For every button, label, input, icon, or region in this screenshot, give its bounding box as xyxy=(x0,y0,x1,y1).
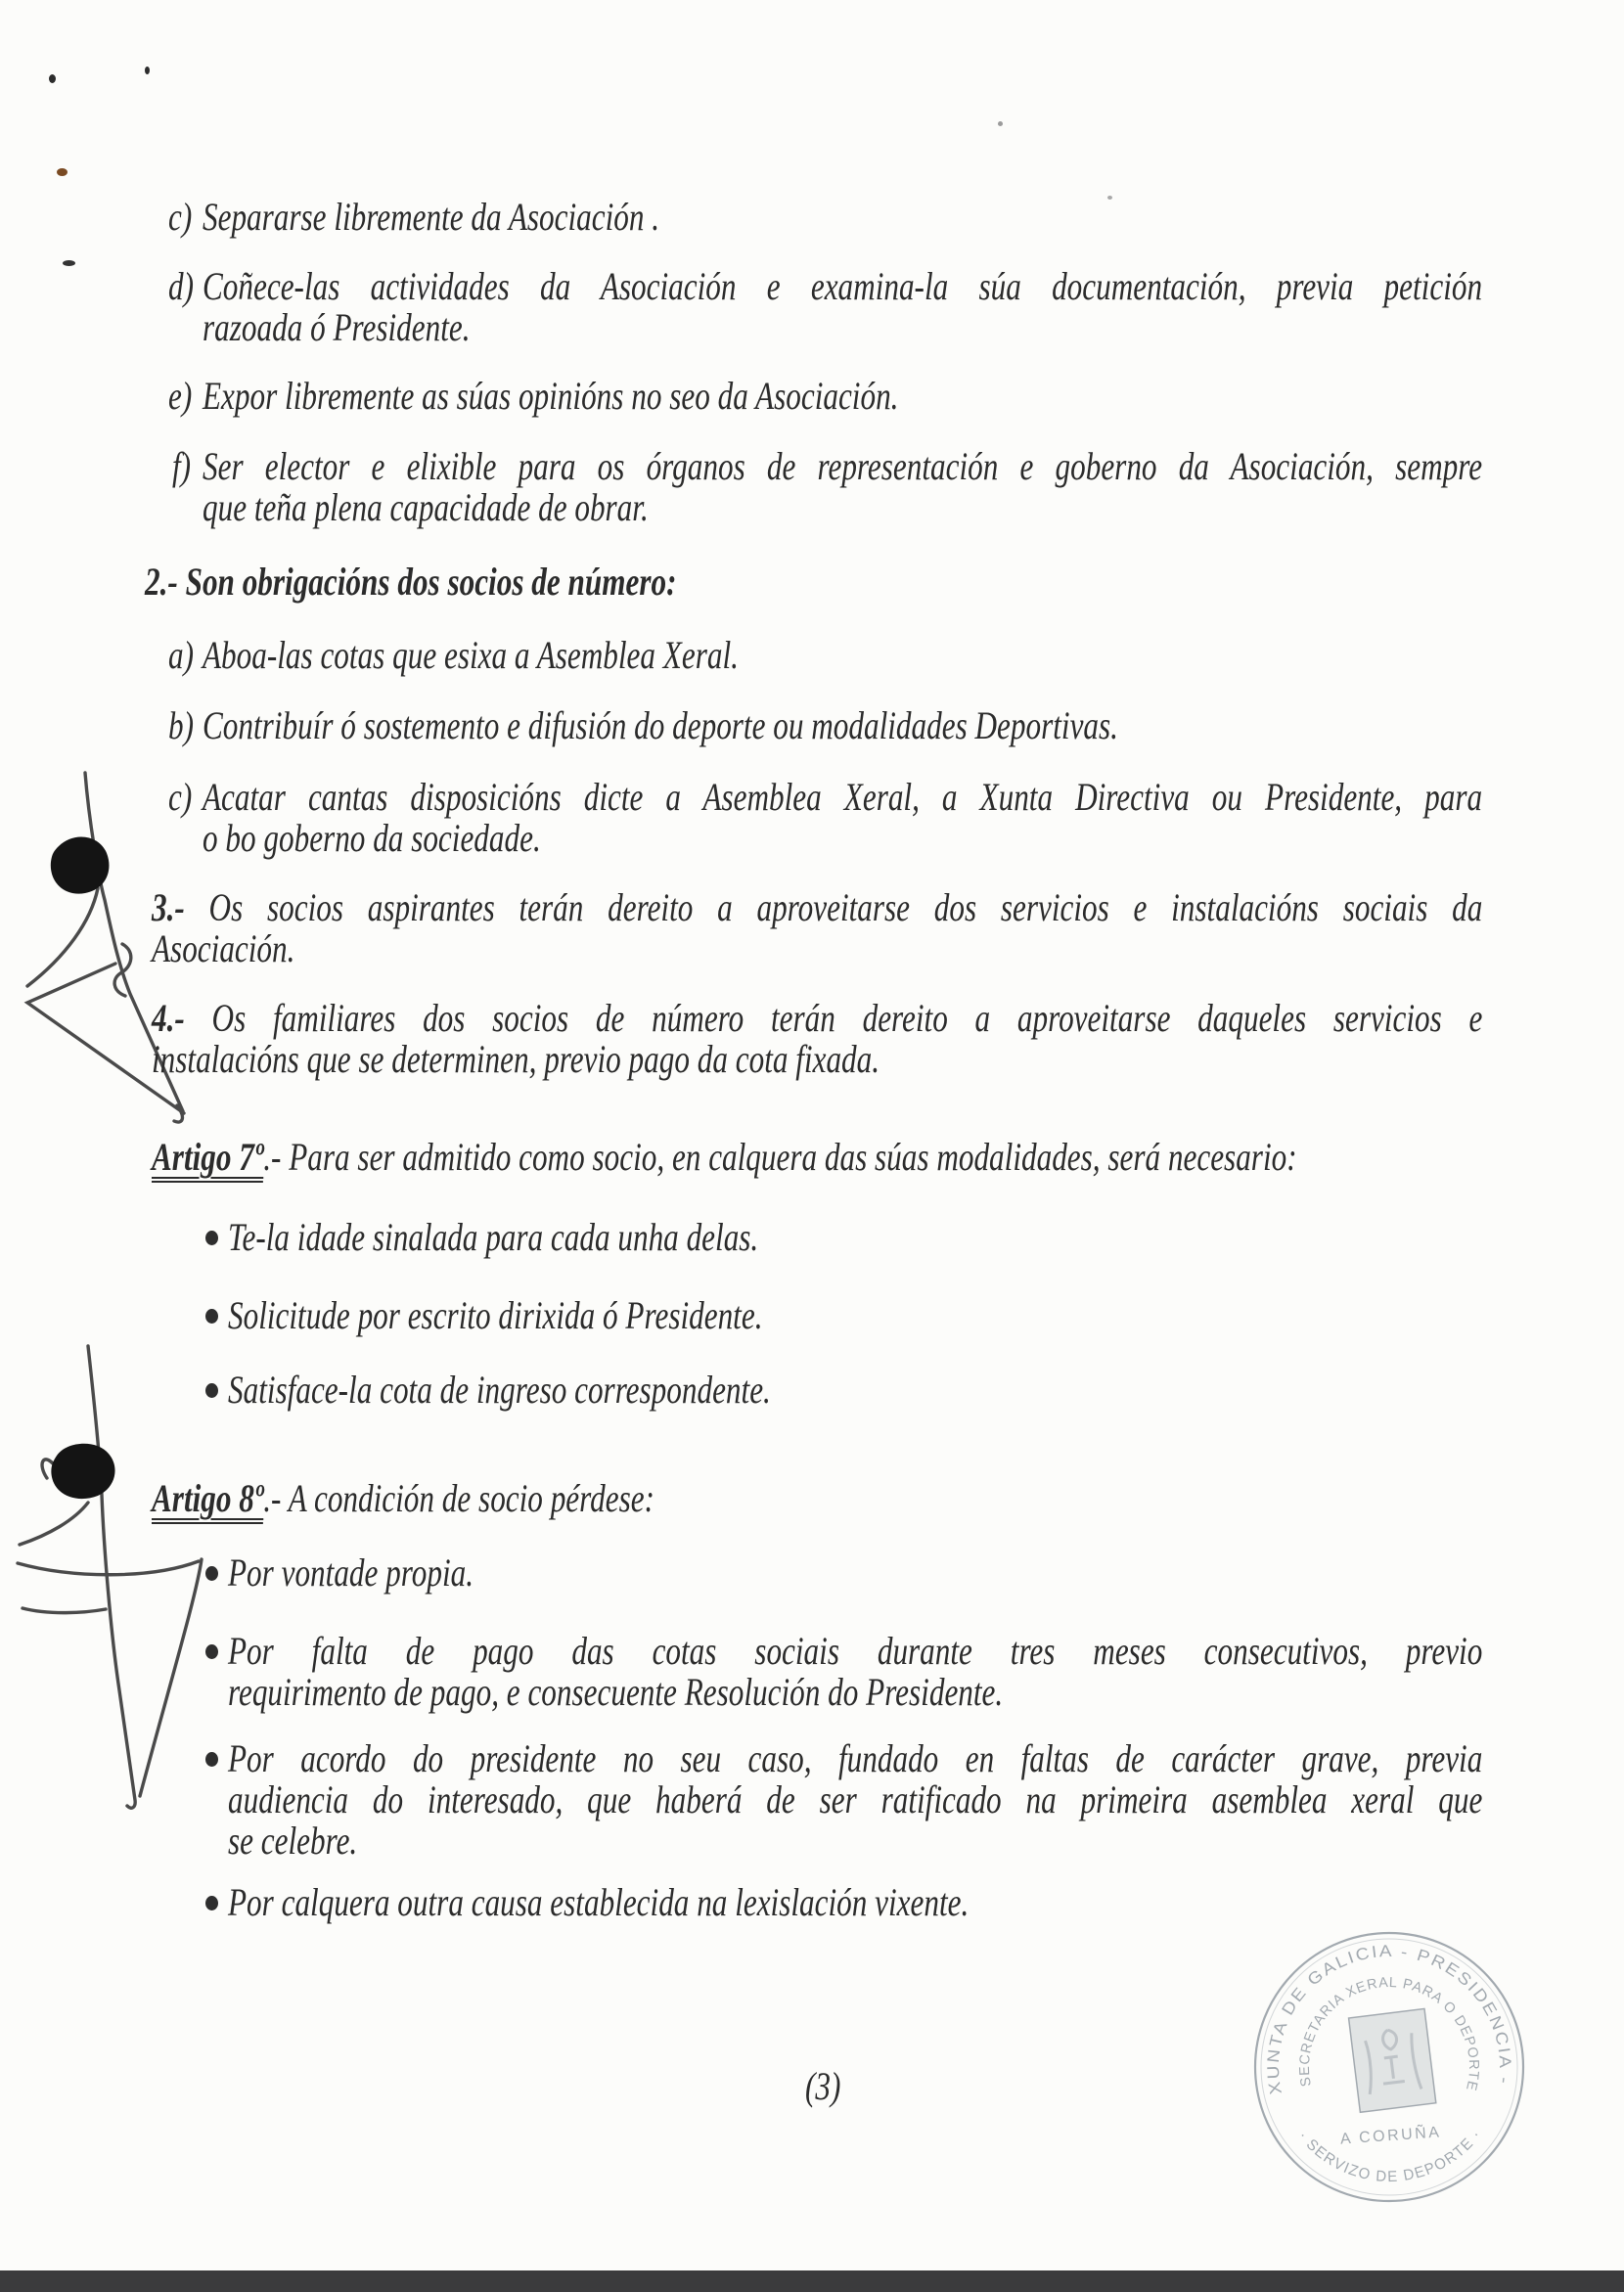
item-line: Coñece-las actividades da Asociación e examina-la súa documentación, previa petición xyxy=(203,264,1483,308)
pen-stroke xyxy=(27,888,98,986)
pen-stroke xyxy=(23,1608,106,1613)
item-label: b) xyxy=(168,703,194,747)
section3-line: Asociación. xyxy=(152,926,295,970)
ink-speck xyxy=(49,74,56,83)
bullet-text xyxy=(228,1217,1482,1258)
artigo8-title: Artigo 8º xyxy=(152,1476,263,1524)
bullet-line: Por acordo do presidente no seu caso, fundado en faltas de carácter grave, previa xyxy=(228,1736,1483,1780)
bullet-text xyxy=(228,1738,1482,1862)
item-line: Aboa-las cotas que esixa a Asemblea Xeral. xyxy=(203,633,739,677)
ink-speck xyxy=(63,260,75,266)
bullet-text xyxy=(228,1295,1482,1336)
ink-speck xyxy=(998,121,1003,126)
section3-paragraph xyxy=(152,887,1482,969)
item-label: e) xyxy=(168,374,193,418)
ink-speck xyxy=(57,168,68,176)
bullet-line: se celebre. xyxy=(228,1819,358,1863)
section4-paragraph xyxy=(152,998,1482,1080)
item-line: Ser elector e elixible para os órganos de representación e goberno da Asociación, sempre xyxy=(203,444,1483,488)
page-number: (3) xyxy=(805,2064,841,2108)
stamp-ring-bottom-text: · SERVIZO DE DEPORTE · xyxy=(1294,2126,1486,2186)
pen-stroke xyxy=(140,1559,202,1796)
stamp-place-text: A CORUÑA xyxy=(1339,2124,1442,2148)
bullet-icon xyxy=(205,1309,218,1324)
section2-heading: 2.- Son obrigacións dos socios de número: xyxy=(145,560,677,604)
bullet-icon xyxy=(205,1383,218,1398)
bullet-text xyxy=(228,1370,1482,1411)
item-label: c) xyxy=(168,195,193,239)
item-text xyxy=(203,197,1482,238)
ink-blot xyxy=(51,1444,114,1499)
item-text xyxy=(203,446,1482,528)
bullet-icon xyxy=(205,1231,218,1245)
handwritten-scribble-2 xyxy=(10,1338,215,1818)
bullet-line: Por calquera outra causa establecida na lexislación vixente. xyxy=(228,1880,970,1924)
item-line: Contribuír ó sostemento e difusión do deporte ou modalidades Deportivas. xyxy=(203,703,1118,747)
item-text xyxy=(203,376,1482,417)
item-text xyxy=(203,266,1482,348)
pen-stroke xyxy=(20,1503,88,1545)
bullet-icon xyxy=(205,1896,218,1910)
artigo8-intro: .- A condición de socio pérdese: xyxy=(263,1476,654,1520)
bullet-line: Por vontade propia. xyxy=(228,1550,474,1595)
bullet-line: audiencia do interesado, que haberá de ser ratificado na primeira asemblea xeral que xyxy=(228,1777,1483,1821)
pen-stroke xyxy=(88,1346,135,1808)
bullet-line: Te-la idade sinalada para cada unha delas. xyxy=(228,1215,759,1259)
artigo7-title: Artigo 7º xyxy=(152,1135,263,1183)
bullet-icon xyxy=(205,1644,218,1659)
bullet-text xyxy=(228,1552,1482,1594)
ink-speck xyxy=(145,67,150,74)
official-stamp xyxy=(1242,1920,1536,2214)
pen-stroke xyxy=(42,1460,53,1478)
bullet-line: Satisface-la cota de ingreso correspondente. xyxy=(228,1368,771,1412)
section4-line: instalacións que se determinen, previo pago da cota fixada. xyxy=(152,1037,880,1081)
section4-label: 4.- xyxy=(152,996,185,1040)
item-line: Separarse libremente da Asociación . xyxy=(203,195,660,239)
bullet-icon xyxy=(205,1752,218,1767)
item-text xyxy=(203,635,1482,676)
scan-edge-band xyxy=(0,2270,1624,2292)
bullet-icon xyxy=(205,1566,218,1581)
item-label: c) xyxy=(168,775,193,819)
bullet-line: requirimento de pago, e consecuente Resolución do Presidente. xyxy=(228,1670,1004,1714)
section3-line xyxy=(152,887,1482,928)
item-label: d) xyxy=(168,264,194,308)
artigo8-heading-line xyxy=(152,1478,1482,1519)
item-line: que teña plena capacidade de obrar. xyxy=(203,485,649,529)
section3-text: Os socios aspirantes terán dereito a aproveitarse dos servicios e instalacións sociais da xyxy=(208,885,1483,929)
item-line: razoada ó Presidente. xyxy=(203,305,471,349)
bullet-text xyxy=(228,1631,1482,1713)
section3-label: 3.- xyxy=(152,885,185,929)
stamp-inner-ring-text: SECRETARIA XERAL PARA O DEPORTE xyxy=(1296,1974,1482,2093)
ink-blot xyxy=(51,836,110,893)
item-line: Acatar cantas disposicións dicte a Asemblea Xeral, a Xunta Directiva ou Presidente, para xyxy=(203,775,1483,819)
item-label: f) xyxy=(172,444,192,488)
item-line: Expor libremente as súas opinións no seo da Asociación. xyxy=(203,374,899,418)
artigo7-intro: .- Para ser admitido como socio, en calquera das súas modalidades, será necesario: xyxy=(263,1135,1297,1179)
item-label: a) xyxy=(168,633,194,677)
artigo7-heading-line xyxy=(152,1137,1482,1178)
item-text xyxy=(203,777,1482,859)
bullet-text xyxy=(228,1882,1482,1923)
stamp-ring-top-text: XUNTA DE GALICIA - PRESIDENCIA - xyxy=(1263,1941,1515,2096)
item-line: o bo goberno da sociedade. xyxy=(203,816,541,860)
item-text xyxy=(203,705,1482,746)
bullet-line: Por falta de pago das cotas sociais durante tres meses consecutivos, previo xyxy=(228,1629,1483,1673)
section4-text: Os familiares dos socios de número terán dereito a aproveitarse daqueles servicios e xyxy=(211,996,1483,1040)
bullet-line: Solicitude por escrito dirixida ó Presidente. xyxy=(228,1293,763,1337)
section4-line xyxy=(152,998,1482,1039)
